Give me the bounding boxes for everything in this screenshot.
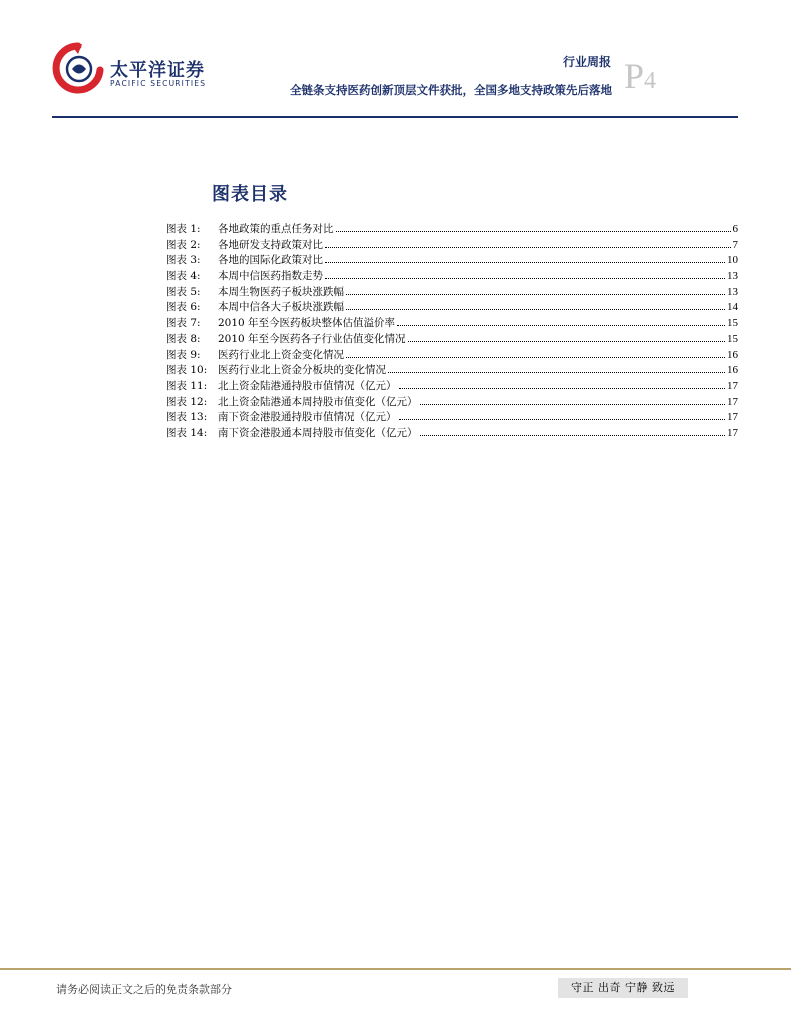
toc-entry-page: 10 (727, 254, 738, 267)
toc-entry-label: 图表 12: (166, 395, 208, 408)
footer-divider (0, 968, 791, 970)
toc-entry-page: 13 (727, 270, 738, 283)
toc-entry-label: 图表 6: (166, 301, 201, 314)
toc-leader-dots (388, 363, 725, 373)
toc-leader-dots (325, 253, 725, 263)
page-number: 4 (644, 68, 657, 94)
toc-entry-label: 图表 7: (166, 317, 201, 330)
page-letter: P (624, 56, 645, 96)
toc-leader-dots (346, 300, 725, 310)
toc-entry-label: 图表 13: (166, 411, 208, 424)
toc-leader-dots (325, 238, 731, 248)
toc-leader-dots (397, 316, 725, 326)
toc-entry-label: 图表 5: (166, 285, 201, 298)
toc-entry-text: 南下资金港股通本周持股市值变化（亿元） (218, 426, 418, 439)
toc-leader-dots (408, 332, 725, 342)
toc-entry[interactable] (166, 253, 738, 269)
toc-entry-page: 16 (727, 348, 738, 361)
toc-entry-label: 图表 9: (166, 348, 201, 361)
logo-english-name: PACIFIC SECURITIES (110, 79, 207, 88)
toc-title: 图表目录 (212, 184, 288, 205)
toc-leader-dots (336, 222, 731, 232)
footer-motto: 守正 出奇 宁静 致远 (558, 978, 688, 998)
toc-entry-page: 16 (727, 364, 738, 377)
toc-entry-label: 图表 4: (166, 270, 201, 283)
toc-entry-page: 17 (727, 395, 738, 408)
toc-entry-text: 本周中信各大子板块涨跌幅 (218, 301, 344, 314)
toc-entry-text: 本周生物医药子板块涨跌幅 (218, 285, 344, 298)
toc-entry[interactable] (166, 238, 738, 254)
toc-entry-page: 6 (732, 223, 738, 235)
toc-entry[interactable] (166, 348, 738, 364)
report-type: 行业周报 (562, 55, 611, 69)
toc-entry[interactable] (166, 222, 738, 238)
toc-entry[interactable] (166, 316, 738, 332)
toc-entry-label: 图表 3: (166, 254, 201, 267)
toc-entry[interactable] (166, 363, 738, 379)
toc-entry-text: 南下资金港股通持股市值情况（亿元） (218, 411, 397, 424)
pacific-securities-logo-icon (52, 42, 104, 94)
report-headline: 全链条支持医药创新顶层文件获批，全国多地支持政策先后落地 (290, 83, 612, 97)
company-logo (52, 42, 212, 94)
toc-entry-label: 图表 14: (166, 426, 208, 439)
toc-entry-page: 17 (727, 379, 738, 392)
toc-entry[interactable] (166, 300, 738, 316)
toc-entry-label: 图表 8: (166, 332, 201, 345)
toc-leader-dots (420, 395, 726, 405)
toc-entry[interactable] (166, 395, 738, 411)
toc-entry-page: 13 (727, 285, 738, 298)
toc-entry[interactable] (166, 410, 738, 426)
toc-entry-text: 医药行业北上资金变化情况 (218, 348, 344, 361)
toc-entry-text: 医药行业北上资金分板块的变化情况 (218, 364, 386, 377)
toc-entry-text: 2010 年至今医药各子行业估值变化情况 (218, 332, 406, 345)
toc-entry-page: 17 (727, 411, 738, 424)
toc-entry[interactable] (166, 332, 738, 348)
toc-entry-label: 图表 11: (166, 379, 208, 392)
toc-entry[interactable] (166, 269, 738, 285)
toc-leader-dots (346, 348, 725, 358)
toc-leader-dots (399, 379, 726, 389)
toc-entry-page: 7 (732, 238, 738, 251)
toc-entry-text: 各地政策的重点任务对比 (218, 223, 334, 235)
toc-entry-label: 图表 2: (166, 238, 201, 251)
page-number-mark (624, 58, 656, 94)
toc-leader-dots (420, 426, 726, 436)
toc-entry-text: 本周中信医药指数走势 (218, 270, 323, 283)
footer-disclaimer: 请务必阅读正文之后的免责条款部分 (56, 983, 232, 996)
toc-entry-text: 各地研发支持政策对比 (218, 238, 323, 251)
toc-entry-text: 2010 年至今医药板块整体估值溢价率 (218, 317, 396, 330)
toc-entry-page: 15 (727, 332, 738, 345)
toc-entry[interactable] (166, 379, 738, 395)
toc-list (166, 222, 738, 442)
toc-entry-text: 各地的国际化政策对比 (218, 254, 323, 267)
toc-entry[interactable] (166, 285, 738, 301)
toc-entry-page: 15 (727, 317, 738, 330)
toc-leader-dots (325, 269, 725, 279)
toc-entry-text: 北上资金陆港通本周持股市值变化（亿元） (218, 395, 418, 408)
header-divider (52, 116, 738, 118)
toc-entry-label: 图表 10: (166, 364, 208, 377)
toc-leader-dots (399, 410, 726, 420)
toc-leader-dots (346, 285, 725, 295)
toc-entry-label: 图表 1: (166, 223, 201, 235)
toc-entry[interactable] (166, 426, 738, 442)
toc-entry-page: 17 (727, 426, 738, 439)
toc-entry-page: 14 (727, 301, 738, 314)
toc-entry-text: 北上资金陆港通持股市值情况（亿元） (218, 379, 397, 392)
logo-chinese-name: 太平洋证券 (110, 60, 205, 81)
